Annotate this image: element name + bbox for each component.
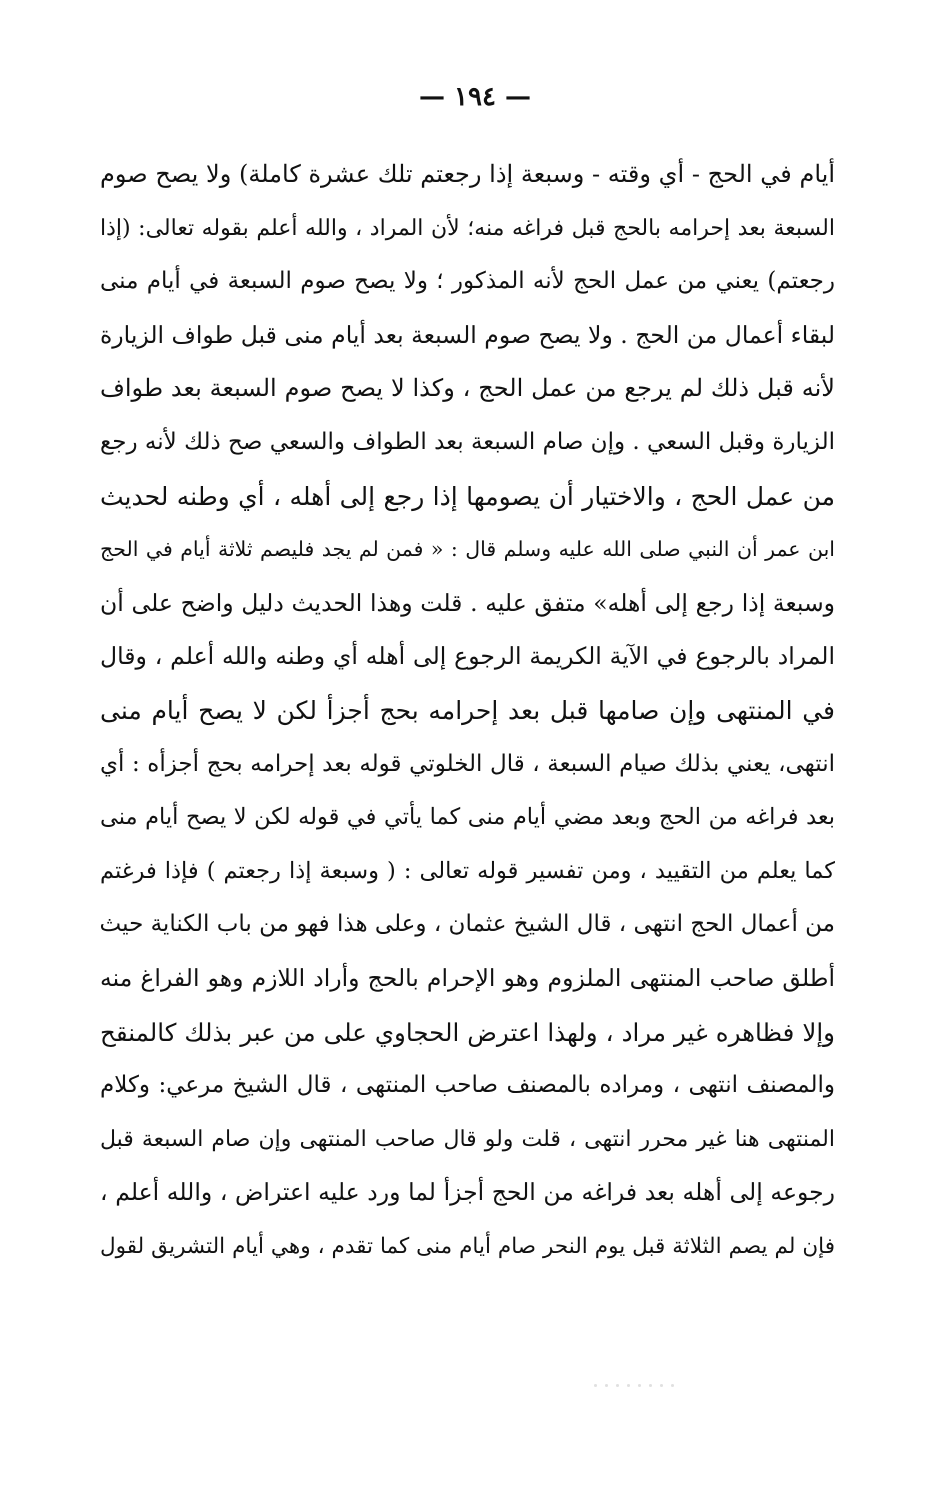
text-line: بعد فراغه من الحج وبعد مضي أيام منى كما يأتي في قوله لكن لا يصح أيام منى bbox=[100, 804, 835, 831]
text-line: من أعمال الحج انتهى ، قال الشيخ عثمان ، وعلى هذا فهو من باب الكناية حيث bbox=[100, 911, 835, 938]
text-line: في المنتهى وإن صامها قبل بعد إحرامه بحج أجزأ لكن لا يصح أيام منى bbox=[100, 695, 835, 725]
text-line: لأنه قبل ذلك لم يرجع من عمل الحج ، وكذا لا يصح صوم السبعة بعد طواف bbox=[100, 374, 835, 403]
text-line: رجوعه إلى أهله بعد فراغه من الحج أجزأ لما ورد عليه اعتراض ، والله أعلم ، bbox=[100, 1178, 835, 1207]
text-line: ابن عمر أن النبي صلى الله عليه وسلم قال : « فمن لم يجد فليصم ثلاثة أيام في الحج bbox=[100, 537, 835, 562]
text-line: المنتهى هنا غير محرر انتهى ، قلت ولو قال صاحب المنتهى وإن صام السبعة قبل bbox=[100, 1126, 835, 1152]
scan-smudge bbox=[590, 1378, 740, 1408]
text-line: فإن لم يصم الثلاثة قبل يوم النحر صام أيام منى كما تقدم ، وهي أيام التشريق لقول bbox=[100, 1233, 835, 1259]
text-line: أطلق صاحب المنتهى الملزوم وهو الإحرام بالحج وأراد اللازم وهو الفراغ منه bbox=[100, 963, 835, 992]
text-line: انتهى، يعني بذلك صيام السبعة ، قال الخلوتي قوله بعد إحرامه بحج أجزأه : أي bbox=[100, 750, 835, 777]
text-line: كما يعلم من التقييد ، ومن تفسير قوله تعالى : ( وسبعة إذا رجعتم ) فإذا فرغتم bbox=[100, 857, 835, 884]
text-line: السبعة بعد إحرامه بالحج قبل فراغه منه؛ لأن المراد ، والله أعلم بقوله تعالى: (إذا bbox=[100, 215, 835, 241]
page-number: — ١٩٤ — bbox=[418, 82, 532, 112]
text-line: من عمل الحج ، والاختيار أن يصومها إذا رجع إلى أهله ، أي وطنه لحديث bbox=[100, 481, 835, 511]
text-line: وإلا فظاهره غير مراد ، ولهذا اعترض الحجاوي على من عبر بذلك كالمنقح bbox=[100, 1017, 835, 1047]
text-line: الزيارة وقبل السعي . وإن صام السبعة بعد الطواف والسعي صح ذلك لأنه رجع bbox=[100, 428, 835, 455]
body-text bbox=[100, 148, 835, 1273]
text-line: رجعتم) يعني من عمل الحج لأنه المذكور ؛ ولا يصح صوم السبعة في أيام منى bbox=[100, 268, 835, 295]
text-line: والمصنف انتهى ، ومراده بالمصنف صاحب المنتهى ، قال الشيخ مرعي: وكلام bbox=[100, 1072, 835, 1099]
text-line: وسبعة إذا رجع إلى أهله» متفق عليه . قلت وهذا الحديث دليل واضح على أن bbox=[100, 588, 835, 617]
text-line: لبقاء أعمال من الحج . ولا يصح صوم السبعة بعد أيام منى قبل طواف الزيارة bbox=[100, 320, 835, 349]
text-line: المراد بالرجوع في الآية الكريمة الرجوع إلى أهله أي وطنه والله أعلم ، وقال bbox=[100, 642, 835, 671]
text-line: أيام في الحج - أي وقته - وسبعة إذا رجعتم تلك عشرة كاملة) ولا يصح صوم bbox=[100, 160, 835, 188]
